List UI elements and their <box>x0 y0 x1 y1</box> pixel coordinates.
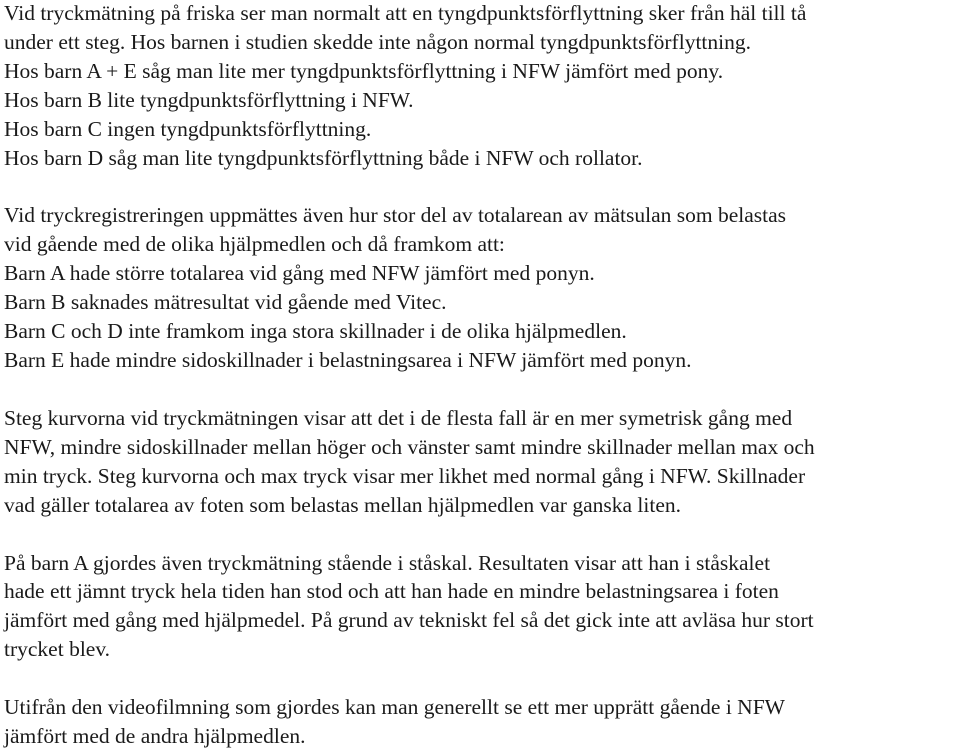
text-line: Barn C och D inte framkom inga stora skillnader i de olika hjälpmedlen. <box>4 319 627 344</box>
text-line: Hos barn B lite tyngdpunktsförflyttning i NFW. <box>4 87 414 112</box>
text-line: Vid tryckregistreringen uppmättes även hur stor del av totalarean av mätsulan som belastas <box>4 203 787 228</box>
text-line: Hos barn C ingen tyngdpunktsförflyttning. <box>4 116 372 141</box>
paragraph-total-area <box>4 201 956 374</box>
text-line: Vid tryckmätning på friska ser man normalt att en tyngdpunktsförflyttning sker från häl till tå <box>4 1 807 25</box>
paragraph-spacer <box>4 172 956 201</box>
text-line: vid gående med de olika hjälpmedlen och då framkom att: <box>4 232 505 257</box>
paragraph-pressure-shift <box>4 0 956 172</box>
text-line: På barn A gjordes även tryckmätning stående i ståskal. Resultaten visar att han i ståskalet <box>4 550 771 575</box>
text-line: jämfört med de andra hjälpmedlen. <box>4 724 306 749</box>
text-line: NFW, mindre sidoskillnader mellan höger och vänster samt mindre skillnader mellan max och <box>4 434 815 459</box>
paragraph-spacer <box>4 520 956 549</box>
text-line: Barn A hade större totalarea vid gång med NFW jämfört med ponyn. <box>4 261 595 286</box>
document-page <box>4 0 956 751</box>
paragraph-video-recording <box>4 693 956 751</box>
text-line: Hos barn A + E såg man lite mer tyngdpunktsförflyttning i NFW jämfört med pony. <box>4 58 724 83</box>
text-line: trycket blev. <box>4 637 111 662</box>
text-line: under ett steg. Hos barnen i studien skedde inte någon normal tyngdpunktsförflyttning. <box>4 29 751 54</box>
text-line: jämfört med gång med hjälpmedel. På grund av tekniskt fel så det gick inte att avläsa hur stort <box>4 608 814 633</box>
paragraph-standing-measurement <box>4 549 956 665</box>
paragraph-spacer <box>4 375 956 404</box>
text-line: Steg kurvorna vid tryckmätningen visar att det i de flesta fall är en mer symetrisk gång med <box>4 405 793 430</box>
paragraph-spacer <box>4 664 956 693</box>
text-line: Barn E hade mindre sidoskillnader i belastningsarea i NFW jämfört med ponyn. <box>4 347 692 372</box>
text-line: hade ett jämnt tryck hela tiden han stod och att han hade en mindre belastningsarea i foten <box>4 579 779 604</box>
paragraph-step-curves <box>4 404 956 520</box>
text-line: vad gäller totalarea av foten som belastas mellan hjälpmedlen var ganska liten. <box>4 492 681 517</box>
text-line: Hos barn D såg man lite tyngdpunktsförflyttning både i NFW och rollator. <box>4 145 643 170</box>
text-line: Barn B saknades mätresultat vid gående med Vitec. <box>4 290 447 315</box>
text-line: min tryck. Steg kurvorna och max tryck visar mer likhet med normal gång i NFW. Skillnader <box>4 463 806 488</box>
text-line: Utifrån den videofilmning som gjordes kan man generellt se ett mer upprätt gående i NFW <box>4 695 785 720</box>
